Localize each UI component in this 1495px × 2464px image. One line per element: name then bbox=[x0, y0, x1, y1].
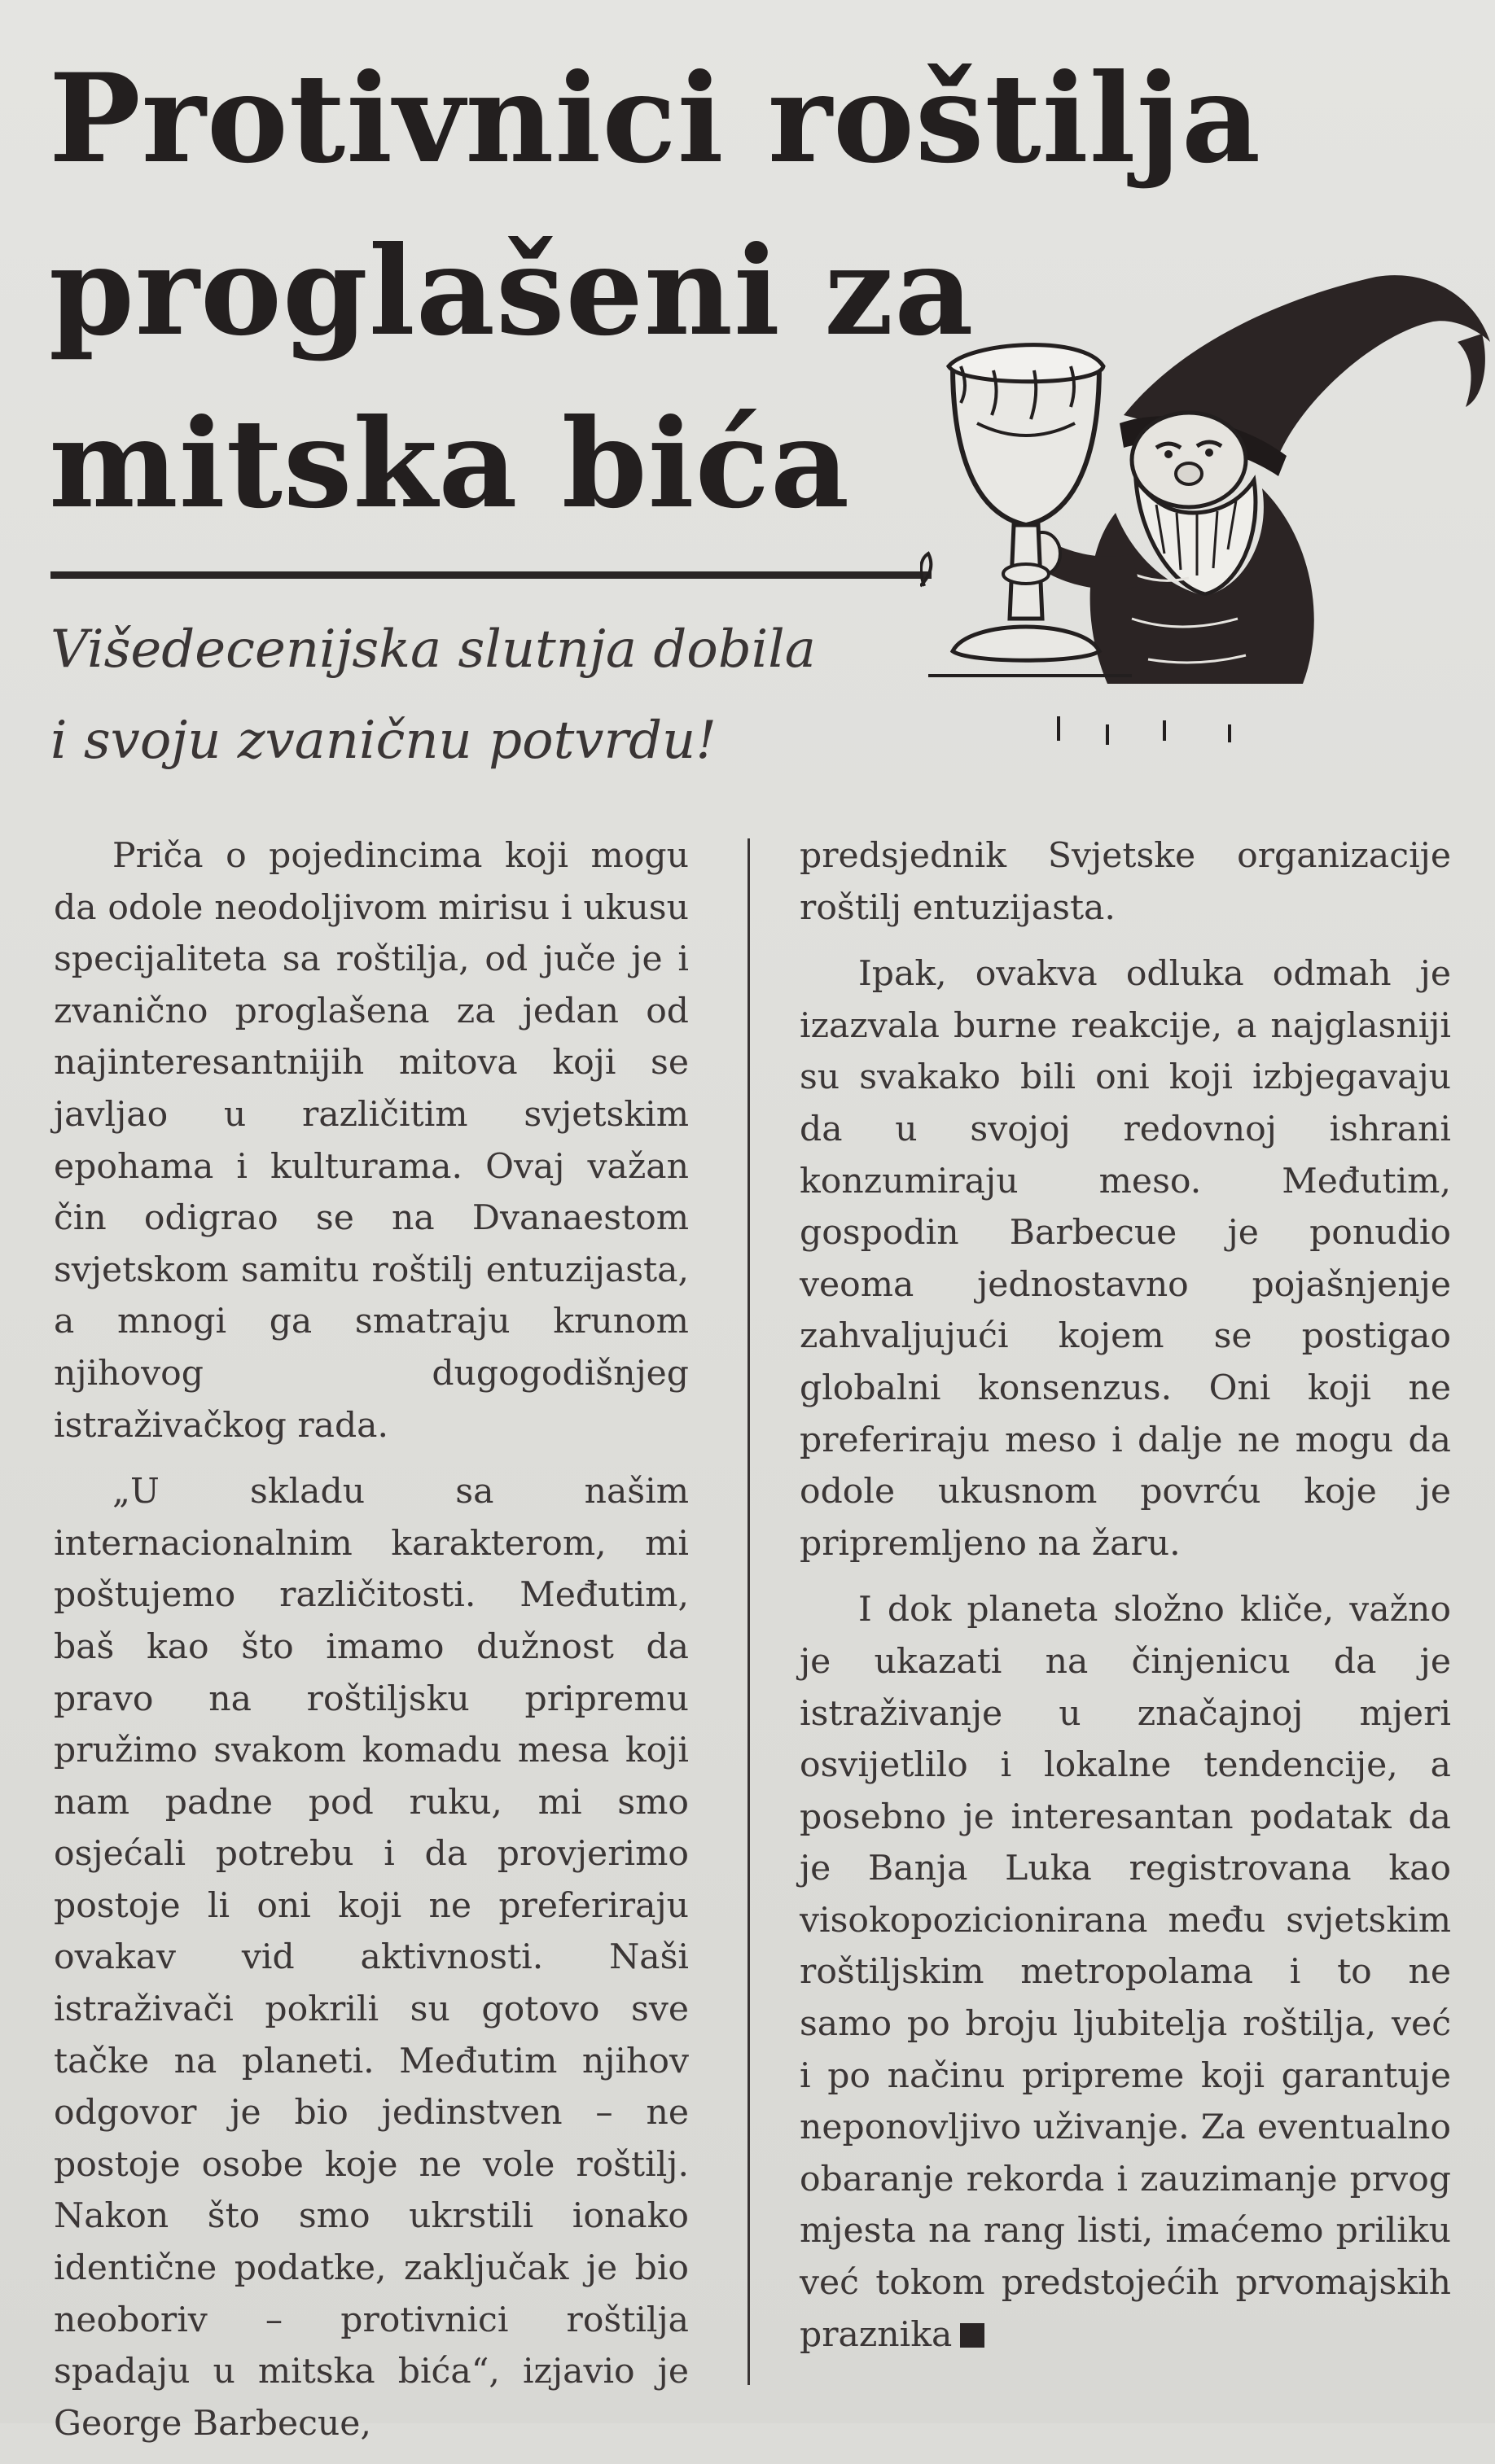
article-column-left bbox=[54, 830, 689, 2464]
paragraph: „U skladu sa našim internacionalnim karakterom, mi poštujemo različitosti. Međutim, baš kao što imamo dužnost da pravo na roštiljsku pripremu pružimo svakom komadu mesa koji nam padne pod ruku, mi smo osjećali potrebu i da provjerimo postoje li oni koji ne preferiraju ovakav vid aktivnosti. Naši istraživači pokrili su gotovo sve tačke na planeti. Međutim njihov odgovor je bio jedinstven – ne postoje osobe koje ne vole roštilj. Nakon što smo ukrstili ionako identične podatke, zaključak je bio neoboriv – protivnici roštilja spadaju u mitska bića“, izjavio je George Barbecue, bbox=[54, 1472, 689, 2444]
paragraph: predsjednik Svjetske organizacije roštilj entuzijasta. bbox=[800, 836, 1451, 928]
subtitle-line: Višedecenijska slutnja dobila bbox=[50, 619, 816, 680]
gnome-with-goblet-illustration bbox=[920, 244, 1490, 798]
column-divider bbox=[748, 838, 750, 2385]
paragraph: Priča o pojedincima koji mogu da odole neodoljivom mirisu i ukusu specijaliteta sa roštilja, od juče je i zvanično proglašena za jedan od najinteresantnijih mitova koji se javljao u različitim svjetskim epohama i kulturama. Ovaj važan čin odigrao se na Dvanaestom svjetskom samitu roštilj entuzijasta, a mnogi ga smatraju krunom njihovog dugogodišnjeg istraživačkog rada. bbox=[54, 836, 689, 1446]
headline-line: proglašeni za bbox=[49, 220, 975, 363]
headline-line: Protivnici roštilja bbox=[49, 47, 1262, 190]
subtitle-line: i svoju zvaničnu potvrdu! bbox=[50, 711, 717, 771]
paragraph: Ipak, ovakva odluka odmah je izazvala burne reakcije, a najglasniji su svakako bili oni koji izbjegavaju da u svojoj redovnoj ishrani konzumiraju meso. Međutim, gospodin Barbecue je ponudio veoma jednostavno pojašnjenje zahvaljujući kojem se postigao globalni konsenzus. Oni koji ne preferiraju meso i dalje ne mogu da odole ukusnom povrću koje je pripremljeno na žaru. bbox=[800, 954, 1451, 1564]
headline-line: mitska bića bbox=[49, 392, 851, 536]
end-of-article-mark bbox=[960, 2323, 984, 2348]
paragraph-last bbox=[800, 1584, 1451, 2361]
paragraph-text: I dok planeta složno kliče, važno je ukazati na činjenicu da je istraživanje u značajnoj mjeri osvijetlilo i lokalne tendencije, a posebno je interesantan podatak da je Banja Luka registrovana kao visokopozicionirana među svjetskim roštiljskim metropolama i to ne samo po broju ljubitelja roštilja, već i po načinu pripreme koji garantuje neponovljivo uživanje. Za eventualno obaranje rekorda i zauzimanje prvog mjesta na rang listi, imaćemo priliku već tokom predstojećih prvomajskih praznika bbox=[800, 1590, 1451, 2355]
article-column-right bbox=[800, 830, 1451, 2375]
headline-rule bbox=[50, 571, 932, 579]
article-subtitle bbox=[50, 604, 946, 786]
